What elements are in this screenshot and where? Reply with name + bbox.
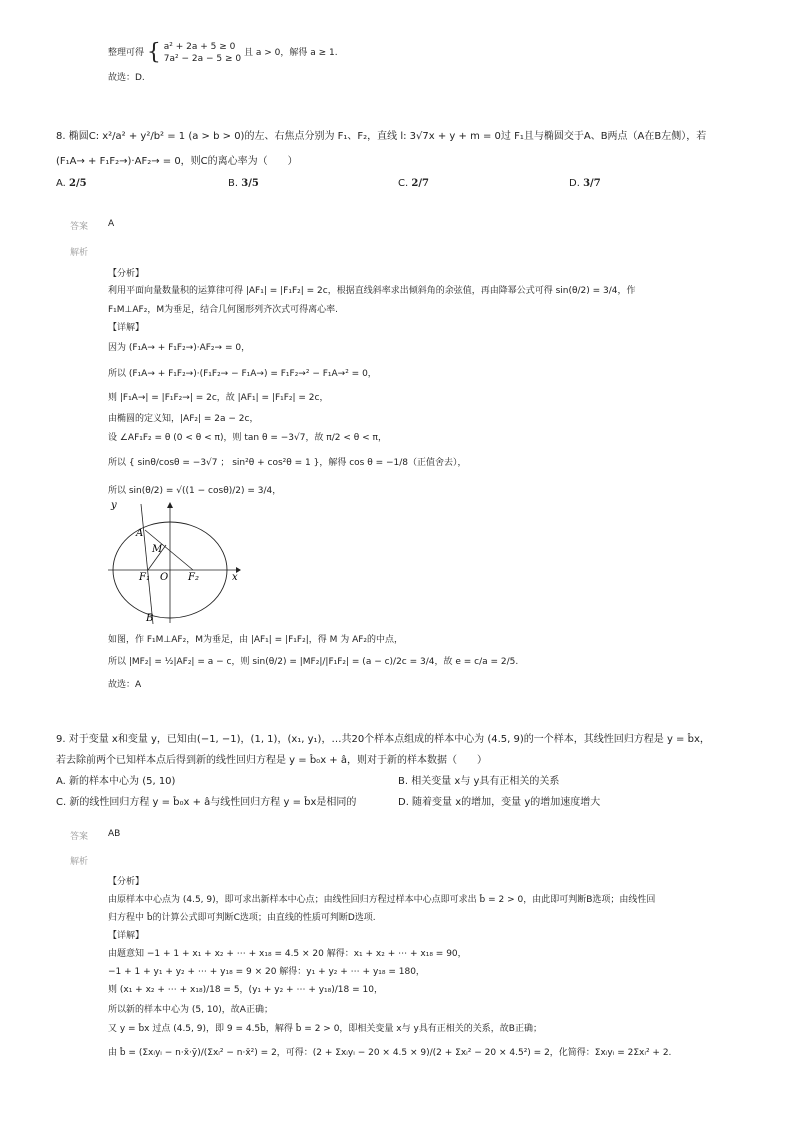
analysis-line: 由题意知 −1 + 1 + x₁ + x₂ + ⋯ + x₁₈ = 4.5 × 20 解得：x₁ + x₂ + ⋯ + x₁₈ = 90， [108,949,467,959]
q8-option-c [398,178,429,189]
analysis-line: 所以 |MF₂| = ½|AF₂| = a − c，则 sin(θ/2) = |MF₂|/|F₁F₂| = (a − c)/2c = 3/4，故 e = c/a = 2/5. [108,657,519,667]
analysis-line: 又 y = b̂x 过点 (4.5, 9)，即 9 = 4.5b̂，解得 b̂ = 2 > 0，即相关变量 x与 y具有正相关的关系，故B正确； [108,1024,542,1034]
label-m: M [152,544,163,555]
analysis-line: 【详解】 [108,931,145,941]
analysis-line: 所以 { sinθ/cosθ = −3√7 ； sin²θ + cos²θ = 1 }，解得 cos θ = −1/8（正值舍去）， [108,458,467,468]
analysis-line: 因为 (F₁A→ + F₁F₂→)·AF₂→ = 0， [108,343,251,353]
label-o: O [160,572,169,583]
label-y: y [111,500,117,511]
analysis-label: 解析 [70,857,89,867]
y-axis-arrow [167,502,173,508]
label-f2: F₂ [188,572,199,583]
answer-label: 答案 [70,222,89,232]
option-value: 3/5 [241,178,259,189]
system-row-2: 7a² − 2a − 5 ≥ 0 [163,53,242,64]
line-l [141,504,153,624]
option-value: 3/7 [583,178,601,189]
q9-option-b: B. 相关变量 x与 y具有正相关的关系 [398,776,560,787]
analysis-line: 设 ∠AF₁F₂ = θ (0 < θ < π)，则 tan θ = −3√7，故 π/2 < θ < π， [108,433,387,443]
q9-stem-line2: 若去除前两个已知样本点后得到新的线性回归方程是 y = b̂₀x + â，则对于新的样本数据（ ） [56,755,487,766]
q8-stem-line2: (F₁A→ + F₁F₂→)·AF₂→ = 0，则C的离心率为（ ） [56,156,298,167]
analysis-line: 由 b̂ = (Σxᵢyᵢ − n·x̄·ȳ)/(Σxᵢ² − n·x̄²) = 2，可得：(2 + Σxᵢyᵢ − 20 × 4.5 × 9)/(2 + Σxᵢ² − 20 × 4.5²) = 2，化简得：Σxᵢyᵢ = 2Σxᵢ² + 2. [108,1048,672,1058]
q8-stem-line1: 8. 椭圆C: x²/a² + y²/b² = 1 (a > b > 0)的左、右焦点分别为 F₁、F₂，直线 l: 3√7x + y + m = 0过 F₁且与椭圆交于A、B两点（A在B左侧），若 [56,131,707,142]
analysis-line: 所以 (F₁A→ + F₁F₂→)·(F₁F₂→ − F₁A→) = F₁F₂→² − F₁A→² = 0， [108,369,377,379]
analysis-line: 【详解】 [108,323,145,333]
option-value: 2/7 [411,178,429,189]
label-a: A [136,528,144,539]
q9-stem-line1: 9. 对于变量 x和变量 y，已知由(−1, −1)，(1, 1)，(x₁, y₁)，…共20个样本点组成的样本中心为 (4.5, 9)的一个样本，其线性回归方程是 y = b̂x， [56,734,710,745]
system-row-1: a² + 2a + 5 ≥ 0 [163,41,236,52]
prev-solution-line [108,40,338,65]
q9-option-d: D. 随着变量 x的增加，变量 y的增加速度增大 [398,797,601,808]
q9-option-c: C. 新的线性回归方程 y = b̂₀x + â与线性回归方程 y = b̂x是相同的 [56,797,357,808]
option-label: C. [398,178,409,189]
q8-option-a [56,178,87,189]
option-label: D. [569,178,580,189]
analysis-line: 所以新的样本中心为 (5, 10)，故A正确； [108,1005,273,1015]
ellipse-figure [108,500,248,625]
analysis-line: −1 + 1 + y₁ + y₂ + ⋯ + y₁₈ = 9 × 20 解得：y₁ + y₂ + ⋯ + y₁₈ = 180， [108,967,425,977]
brace-symbol: { [146,40,161,65]
text-prefix: 整理可得 [108,48,145,58]
option-value: 2/5 [69,178,87,189]
option-label: A. [56,178,66,189]
analysis-line: 如图，作 F₁M⊥AF₂，M为垂足，由 |AF₁| = |F₁F₂|，得 M 为 AF₂的中点， [108,635,404,645]
analysis-label: 解析 [70,248,89,258]
analysis-line: 故选：A [108,680,142,690]
analysis-line: 【分析】 [108,877,145,887]
answer-value: A [108,219,115,229]
label-b: B [146,613,154,624]
analysis-line: 利用平面向量数量积的运算律可得 |AF₁| = |F₁F₂| = 2c，根据直线斜率求出倾斜角的余弦值，再由降幂公式可得 sin(θ/2) = 3/4，作 [108,286,636,296]
q9-option-a: A. 新的样本中心为 (5, 10) [56,776,176,787]
analysis-line: 归方程中 b̂的计算公式即可判断C选项；由直线的性质可判断D选项. [108,913,376,923]
analysis-line: 由椭圆的定义知，|AF₂| = 2a − 2c， [108,414,259,424]
answer-label: 答案 [70,832,89,842]
q8-option-b [228,178,259,189]
analysis-line: 则 (x₁ + x₂ + ⋯ + x₁₈)/18 = 5，(y₁ + y₂ + ⋯ + y₁₈)/18 = 10， [108,985,383,995]
analysis-line: 由原样本中心点为 (4.5, 9)，即可求出新样本中心点；由线性回归方程过样本中心点即可求出 b̂ = 2 > 0，由此即可判断B选项；由线性回 [108,895,656,905]
label-x: x [232,572,238,583]
analysis-line: 所以 sin(θ/2) = √((1 − cosθ)/2) = 3/4， [108,486,282,496]
analysis-line: 则 |F₁A→| = |F₁F₂→| = 2c，故 |AF₁| = |F₁F₂| = 2c， [108,393,329,403]
answer-value: AB [108,829,121,839]
analysis-line: F₁M⊥AF₂，M为垂足，结合几何图形列齐次式可得离心率. [108,305,338,315]
analysis-line: 【分析】 [108,269,145,279]
label-f1: F₁ [139,572,150,583]
prev-choice: 故选：D. [108,73,145,83]
text-suffix: 且 a > 0，解得 a ≥ 1. [243,48,338,58]
q8-option-d [569,178,601,189]
option-label: B. [228,178,239,189]
